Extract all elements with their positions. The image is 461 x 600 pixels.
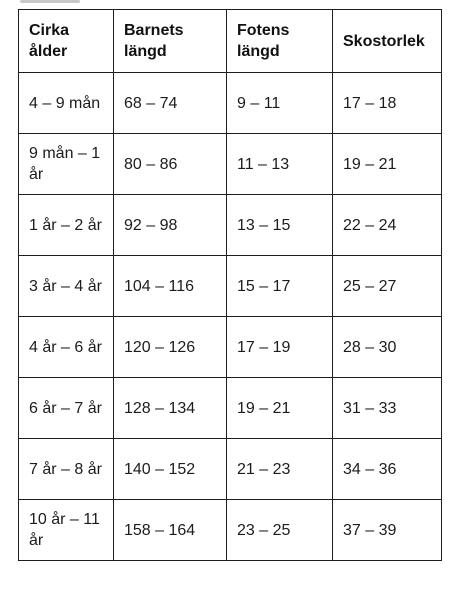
cell-age: 3 år – 4 år (19, 256, 114, 317)
shoe-size-table (18, 9, 442, 561)
cell-shoe-size: 31 – 33 (333, 378, 442, 439)
table-row (19, 439, 442, 500)
cell-shoe-size: 37 – 39 (333, 500, 442, 561)
cell-shoe-size: 28 – 30 (333, 317, 442, 378)
header-shoe-size: Skostorlek (333, 10, 442, 73)
table-row (19, 73, 442, 134)
table-row (19, 317, 442, 378)
header-foot-length: Fotens längd (227, 10, 333, 73)
cell-age: 1 år – 2 år (19, 195, 114, 256)
table-row (19, 500, 442, 561)
cell-foot-length: 13 – 15 (227, 195, 333, 256)
table-row (19, 378, 442, 439)
cell-foot-length: 23 – 25 (227, 500, 333, 561)
cell-age: 7 år – 8 år (19, 439, 114, 500)
cell-foot-length: 21 – 23 (227, 439, 333, 500)
cell-shoe-size: 19 – 21 (333, 134, 442, 195)
cropped-text-remnant (20, 0, 110, 6)
cell-foot-length: 11 – 13 (227, 134, 333, 195)
cell-age: 9 mån – 1 år (19, 134, 114, 195)
table-row (19, 195, 442, 256)
cell-age: 6 år – 7 år (19, 378, 114, 439)
table-row (19, 134, 442, 195)
cell-child-length: 140 – 152 (114, 439, 227, 500)
cell-shoe-size: 34 – 36 (333, 439, 442, 500)
cell-child-length: 128 – 134 (114, 378, 227, 439)
cell-shoe-size: 17 – 18 (333, 73, 442, 134)
header-approx-age: Cirka ålder (19, 10, 114, 73)
cell-foot-length: 17 – 19 (227, 317, 333, 378)
cell-foot-length: 19 – 21 (227, 378, 333, 439)
cell-shoe-size: 22 – 24 (333, 195, 442, 256)
cell-age: 4 år – 6 år (19, 317, 114, 378)
cell-child-length: 104 – 116 (114, 256, 227, 317)
cell-child-length: 80 – 86 (114, 134, 227, 195)
table-header-row (19, 10, 442, 73)
cell-shoe-size: 25 – 27 (333, 256, 442, 317)
cell-foot-length: 15 – 17 (227, 256, 333, 317)
cell-child-length: 68 – 74 (114, 73, 227, 134)
cell-age: 10 år – 11 år (19, 500, 114, 561)
table-row (19, 256, 442, 317)
cell-child-length: 92 – 98 (114, 195, 227, 256)
cell-foot-length: 9 – 11 (227, 73, 333, 134)
cell-age: 4 – 9 mån (19, 73, 114, 134)
header-child-length: Barnets längd (114, 10, 227, 73)
cell-child-length: 158 – 164 (114, 500, 227, 561)
cell-child-length: 120 – 126 (114, 317, 227, 378)
